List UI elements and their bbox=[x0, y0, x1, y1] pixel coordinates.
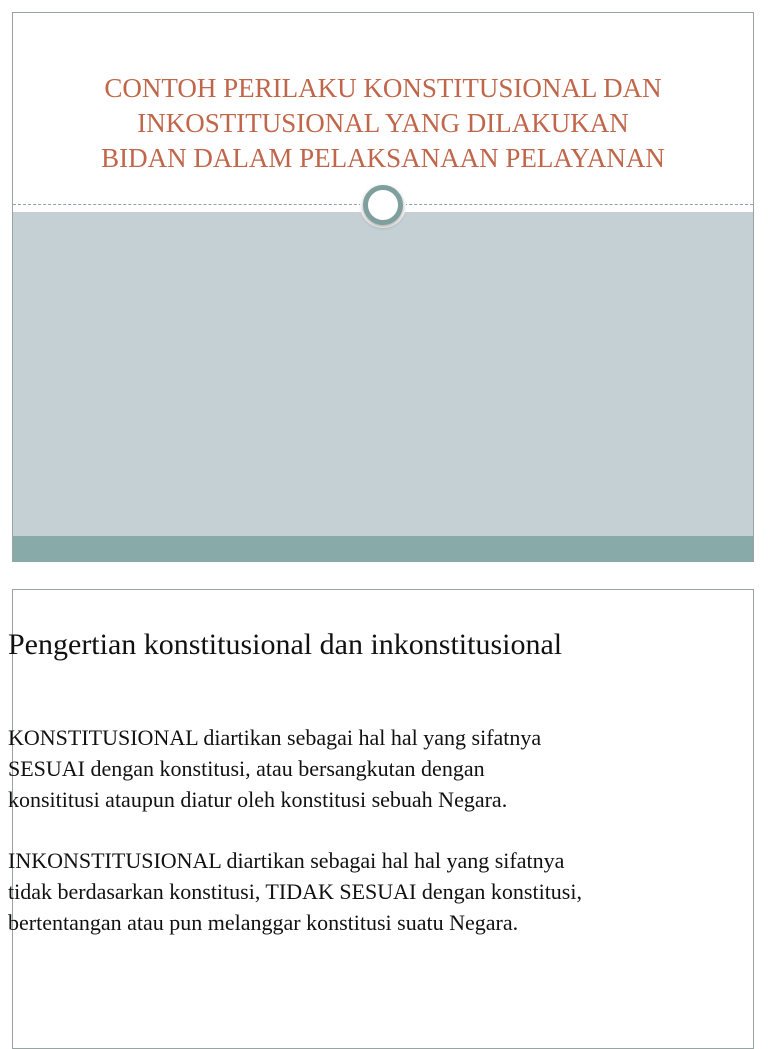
title-line: BIDAN DALAM PELAKSANAAN PELAYANAN bbox=[101, 143, 665, 173]
slide-heading: Pengertian konstitusional dan inkonstitusional bbox=[8, 628, 563, 661]
text-line: tidak berdasarkan konstitusi, TIDAK SESUAI dengan konstitusi, bbox=[8, 879, 582, 904]
slide-title bbox=[13, 71, 753, 176]
text-line: konsititusi ataupun diatur oleh konstitusi sebuah Negara. bbox=[8, 787, 508, 812]
footer-band bbox=[13, 536, 753, 562]
slide-content bbox=[8, 628, 768, 968]
text-line: bertentangan atau pun melanggar konstitusi suatu Negara. bbox=[8, 910, 519, 935]
title-line: CONTOH PERILAKU KONSTITUSIONAL DAN bbox=[104, 73, 662, 103]
paragraph-inkonstitusional bbox=[8, 845, 768, 938]
paragraph-konstitusional bbox=[8, 722, 768, 815]
text-line: SESUAI dengan konstitusi, atau bersangkutan dengan bbox=[8, 756, 485, 781]
text-line: INKONSTITUSIONAL diartikan sebagai hal hal yang sifatnya bbox=[8, 848, 565, 873]
text-line: KONSTITUSIONAL diartikan sebagai hal hal yang sifatnya bbox=[8, 725, 542, 750]
subtitle-band bbox=[13, 212, 753, 536]
title-slide bbox=[12, 12, 754, 562]
ring-ornament-icon bbox=[363, 185, 403, 225]
title-line: INKOSTITUSIONAL YANG DILAKUKAN bbox=[137, 108, 629, 138]
